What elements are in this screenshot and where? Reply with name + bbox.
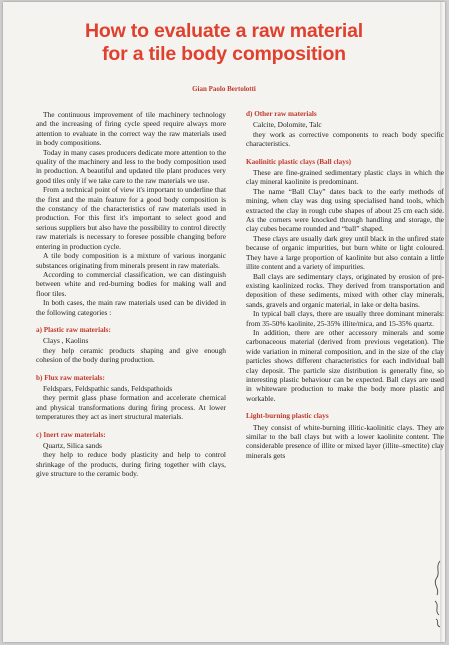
intro-paragraph: The continuous improvement of tile machinery technology and the increasing of firing cycle speed require always more attention to evaluate in the correct way the raw materials used in body compositions. — [36, 110, 226, 148]
intro-paragraph: A tile body composition is a mixture of various inorganic substances originating from minerals present in raw materials. — [36, 251, 226, 270]
intro-paragraph: Today in many cases producers dedicate more attention to the quality of the machinery and less to the body composition used in production. A beautiful and updated tile plant produces very good tiles only if we take care to the raw materials we use. — [36, 147, 226, 185]
body-paragraph: Ball clays are sedimentary clays, originated by erosion of pre-existing kaolinized rocks. They derived from transportation and deposition of these sediments, mixed with other clay minerals, sands, gravels and organic material, in lake or delta basins. — [246, 271, 444, 309]
section-text: they work as corrective components to reach body specific characteristics. — [246, 129, 444, 149]
intro-paragraph: According to commercial classification, we can distinguish between white and red-burning bodies for making wall and floor tiles. — [36, 269, 226, 298]
article-title — [3, 20, 445, 66]
section-items: Clays , Kaolins — [43, 336, 89, 346]
section-items: Calcite, Dolomite, Talc — [253, 120, 322, 130]
title-line-1: How to evaluate a raw material — [85, 20, 363, 42]
section-text: they help to reduce body plasticity and help to control shrinkage of the products, during firing together with clays, give structure to the ceramic body. — [36, 450, 226, 479]
magazine-page — [3, 2, 445, 642]
intro-paragraph: From a technical point of view it's important to underline that the first and the main feature for a good body composition is the constancy of the characteristics of raw materials used in production. For this first it's important to select good and serious suppliers but also have the possibility to control directly raw materials is necessary to foresee possible changing before entering in production cycle. — [36, 185, 226, 251]
section-heading-light-burning: Light-burning plastic clays — [246, 412, 329, 421]
handwritten-note-mark — [431, 557, 445, 629]
section-text: they help ceramic products shaping and give enough cohesion of the body during production. — [36, 345, 226, 365]
body-paragraph: These clays are usually dark grey until black in the unfired state because of organic impurities, but burn white or light coloured. They have a large proportion of kaolinite but also contain a little illite content and a variety of impurities. — [246, 233, 444, 272]
section-heading-plastic: a) Plastic raw materials: — [36, 325, 111, 334]
section-heading-kaolinitic: Kaolinitic plastic clays (Ball clays) — [246, 157, 352, 166]
section-heading-inert: c) Inert raw materials: — [36, 430, 106, 439]
body-paragraph: The name “Ball Clay” dates back to the early methods of mining, when clay was dug using specialised hand tools, which extracted the clay in rough cube shapes of about 25 cm each side. As the corners were knocked through handling and storage, the clay cubes became rounded and “ball” shaped. — [246, 186, 444, 234]
section-items: Quartz, Silica sands — [43, 441, 102, 450]
body-paragraph: These are fine-grained sedimentary plastic clays in which the clay mineral kaolinite is predominant. — [246, 168, 444, 187]
body-paragraph: They consist of white-burning illitic-kaolinitic clays. They are similar to the ball clays but with a lower kaolinite content. The considerable presence of illite or mixed layer (illite–smectite) clay minerals gets — [246, 422, 444, 460]
body-paragraph: In typical ball clays, there are usually three dominant minerals: from 35-50% kaolinite, 25-35% illite/mica, and 15-35% quartz. — [246, 309, 444, 328]
intro-paragraph: In both cases, the main raw materials used can be divided in the following categories : — [36, 298, 226, 317]
section-heading-flux: b) Flux raw materials: — [36, 373, 105, 382]
author-name: Gian Paolo Bertolotti — [192, 85, 256, 93]
section-items: Feldspars, Feldspathic sands, Feldspathoids — [43, 383, 173, 393]
left-column — [36, 110, 226, 479]
body-paragraph: In addition, there are other accessory minerals and some carbonaceous material (derived from previous vegetation). The wide variation in mineral composition, and in the size of the clay particles shows different characteristics for each individual ball clay deposit. The particle size distribution is generally fine, so interesting plastic behaviour can be expected. Ball clays are used in whiteware production to make the body more plastic and workable. — [246, 327, 444, 403]
title-line-2: for a tile body composition — [102, 43, 346, 65]
section-text: they permit glass phase formation and accelerate chemical and physical transformations during firing process. At lower temperatures they act as inert structural materials. — [36, 393, 226, 422]
right-column — [246, 110, 444, 460]
section-heading-other: d) Other raw materials — [246, 110, 317, 118]
